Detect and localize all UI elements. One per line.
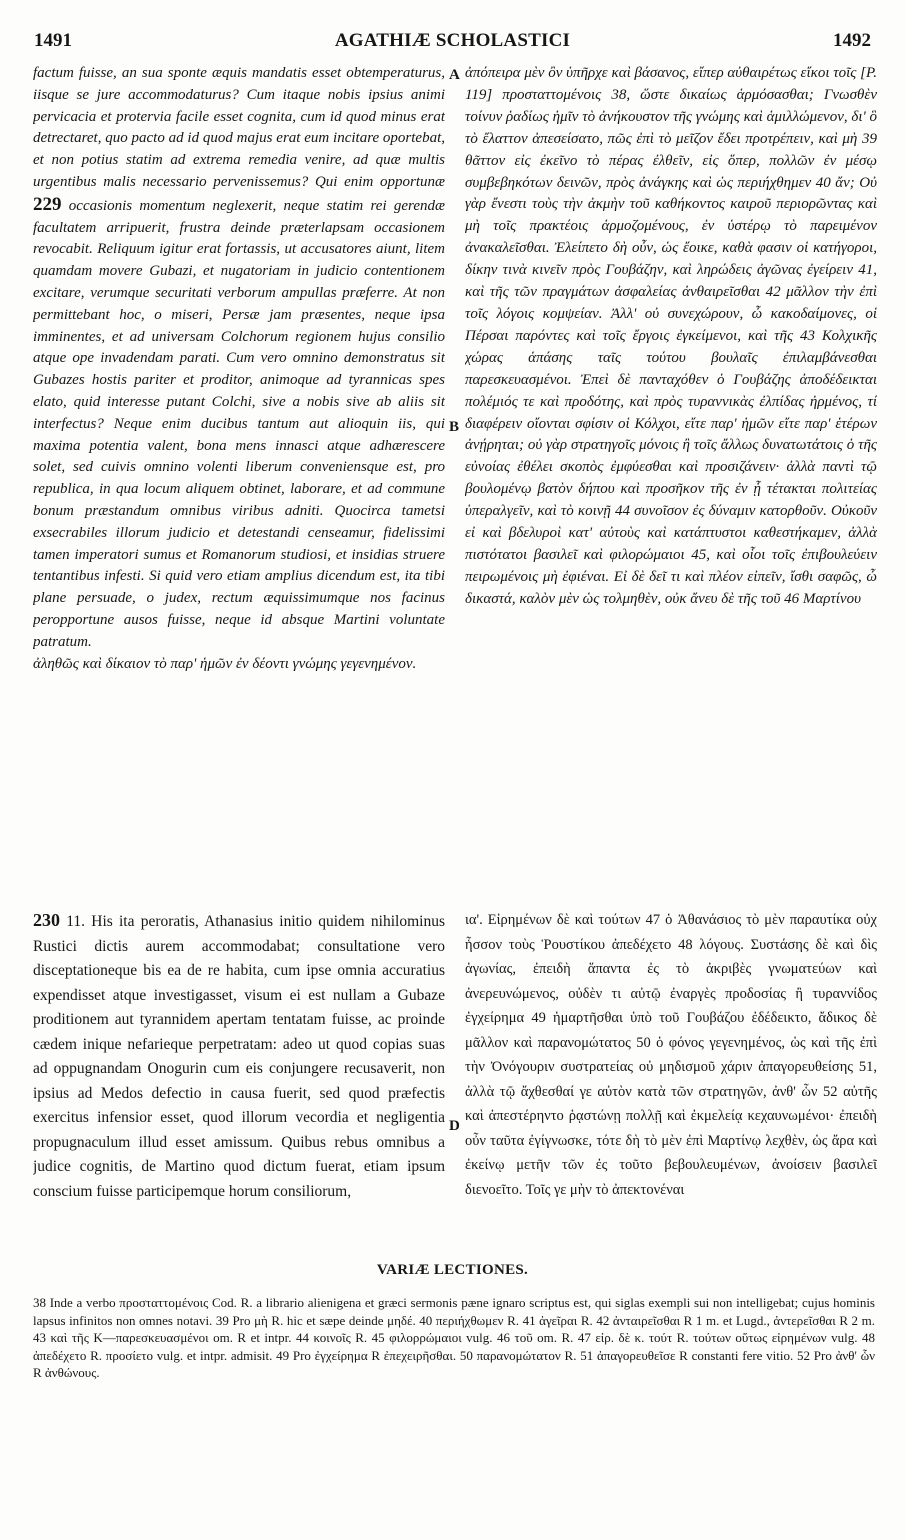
greek-text: ἀπόπειρα μὲν ὂν ὑπῆρχε καὶ βάσανος, εἴπερ αὐθαιρέτως εἴκοι τοῖς [P. 119] προσταττομένοις 38, ὥστε δικαίως ἁρμόσασθαι; Γνωσθὲν τοίνυν ῥαδίως ἡμῖν τὸ ἀνήκουστον τῆς γνώμης καὶ ἁμιλλώμενον, δι' ὃ τὸ ἔλαττον ἀπεσείσατο, πῶς ἐπὶ τὸ μεῖζον ἔδει προτρέπειν, καὶ μὴ 39 θᾶττον εἰς ἐκεῖνο τὸ πέρας ἐλθεῖν, εἰς ὅπερ, πολλῶν ἐν μέσῳ συμβεβηκότων δεινῶν, πρὸς ἀνάγκης καὶ ὡς περιήχθημεν 40 ἄν; Οὐ γὰρ ἔνεστι τοὺς τὴν ἀκμὴν τοῦ καθήκοντος καιροῦ περιορῶντας καὶ μὴ τοῖς πρακτέοις ἁρμοζομένους, ἐν ὑστέρῳ τὸ παρειμένον ἀνακαλεῖσθαι. Ἐλείπετο δὴ οὖν, ὡς ἔοικε, καθὰ φασιν οἱ κατήγοροι, δίκην τινὰ κινεῖν πρὸς Γουβάζην, καὶ ληρώδεις ἀγῶνας ἐγείρειν 41, καὶ τῆς τῶν πραγμάτων ἀσφαλείας ἀνθαιρεῖσθαι 42 μᾶλλον τὴν ἐπὶ τοῖς λόγοις κομψείαν. Ἀλλ' οὐ συνεχώρουν, ὦ κακοδαίμονες, οἱ Πέρσαι παρόντες καὶ τοῖς ἔργοις ἐγκείμενοι, καὶ τῆς 43 Κολχικῆς χώρας ἁπάσης ταῖς τούτου βουλαῖς ἐπιλαμβάνεσθαι παρεσκευασμένοι. Ἐπεὶ δὲ πανταχόθεν ὁ Γουβάζης ἀποδέδεικται πολέμιός τε καὶ προδότης, καὶ πρὸς τυραννικὰς ἐλπίδας ἠρμένος, τί διαφέρειν οἴονται σφίσιν οἱ Κόλχοι, εἴτε παρ' ἡμῶν εἴτε παρ' ἑτέρων ἀνῄρηται; οὐ γὰρ στρατηγοῖς μόνοις ἢ τοῖς ἄλλως δυνατωτάτοις ὁ τῆς εὐνοίας ἐθέλει σκοπὸς ἐμφύεσθαι καὶ προσιζάνειν· ἀλλὰ παντὶ τῷ βουλομένῳ βατὸν δήπου καὶ προσῆκον τῆς ἐν ᾗ τέτακται πολιτείας ὑπεραλγεῖν, καὶ τὸ κοινῇ 44 συνοῖσον ἐς δύναμιν κατορθοῦν. Οὐκοῦν εἰ καὶ βδελυροὶ κατ' αὐτοὺς καὶ κατάπτυστοι καθεστήκαμεν, ἀλλὰ πιστότατοι βασιλεῖ καὶ φιλορώμαιοι 45, καὶ οἷοι τοῖς ἐπιβουλεύειν πειρωμένοις μὴ ἐφιέναι. Εἰ δὲ δεῖ τι καὶ πλέον εἰπεῖν, ἴσθι σαφῶς, ὦ δικαστά, καλὸν μὲν ὡς τολμηθὲν, οὐκ ἄνευ δὲ τῆς τοῦ 46 Μαρτίνου: [465, 65, 877, 607]
page-number-right: 1492: [833, 30, 871, 51]
margin-marker-b: B: [449, 419, 460, 435]
latin-column-section-11: [33, 908, 445, 1204]
latin-text-before: factum fuisse, an sua sponte æquis mandatis esset obtemperaturus, iisque se jure accommodaturus? Cum itaque nobis ipsius animi pervicacia et protervia facile esset cognita, cum id quod minus erat detrectaret, quo pacto ad id quod majus erat eum incitare oportebat, et non potius statim ad extrema remedia venire, ad quæ multis urgentibus malis necessario pervenissemus? Qui enim opportunæ: [33, 65, 445, 190]
page-number-left: 1491: [34, 30, 72, 51]
margin-marker-d: D: [449, 1118, 460, 1134]
variae-lectiones-notes: 38 Inde a verbo προσταττομένοις Cod. R. a librario alienigena et græci sermonis pæne ignaro scriptus est, qui siglas exempli sui non intelligebat; cujus hominis lapsus infinitos non omnes notavi. 39 Pro μὴ R. hic et sæpe deinde μηδέ. 40 περιήχθωμεν R. 41 ἀγεῖραι R. 42 ἀνταιρεῖσθαι R 1 m. et Lugd., ἀντερεῖσθαι R 2 m. 43 καὶ τῆς Κ—παρεσκευασμένοι om. R et intpr. 44 κοινοῖς R. 45 φιλορρώμαιοι vulg. 46 τοῦ om. R. 47 εἰρ. δὲ κ. τούτ R. τούτων οὕτως εἰρημένων vulg. 48 ἀπεδέχετο R. προσίετο vulg. et intpr. admisit. 49 Pro ἐγχείρημα R ἐπεχειρῆσθαι. 50 παρανομώτατον R. 51 ἀπαγορευθεῖσε R constanti fere vitio. 52 Pro ἀνθ' ὧν R ἀνθώνους.: [33, 1295, 875, 1381]
running-title: AGATHIÆ SCHOLASTICI: [334, 30, 571, 51]
margin-marker-a: A: [449, 67, 460, 83]
section-11-latin: [33, 908, 445, 1204]
greek-column-section-11: [465, 908, 877, 1202]
page-marker-230: 230: [33, 910, 60, 930]
greek-column-top: [465, 63, 877, 611]
latin-translation-text: [33, 63, 445, 654]
section-label: 11.: [66, 913, 86, 930]
variae-lectiones-title: VARIÆ LECTIONES.: [376, 1262, 529, 1278]
section-11-latin-text: His ita peroratis, Athanasius initio quidem nihilominus Rustici dictis aurem accommodabat; consultatione vero disceptationeque bis ea de re habita, cum ipse omnia accuratius expendisset atque investigasset, visum ei est nullam a Gubaze proditionem aut tyrannidem apertam tentatam fuisse, ac proinde cædem inique nefarieque perpetratam: adeo ut quod copias suas ad oppugnandam Onogurin cum eis conjungere recusaverit, non ipsius ad Medos defectio in causa fuerit, sed quod præfectis exercitus infensior esset, quod illorum vecordia et negligentia propugnaculum illud esset amissum. Quibus rebus omnibus a judice cognitis, de Martino quod dictum fuerat, etiam ipsum conscium fuisse participemque horum consiliorum,: [33, 913, 445, 1200]
page-header: [34, 30, 871, 60]
greek-tail-line: ἀληθῶς καὶ δίκαιον τὸ παρ' ἡμῶν ἐν δέοντι γνώμης γεγενημένον.: [33, 655, 417, 672]
section-11-greek: ια'. Εἰρημένων δὲ καὶ τούτων 47 ὁ Ἀθανάσιος τὸ μὲν παραυτίκα οὐχ ἧσσον τοὺς Ῥουστίκου ἀπεδέχετο 48 λόγους. Συστάσης δὲ καὶ δὶς ἀγωνίας, ἐπειδὴ ἅπαντα ἐς τὸ ἀκριβὲς γνωματεύων καὶ ἀνερευνώμενος, οὐδὲν τι αὐτῷ ἐναργὲς προδοσίας ἢ τυραννίδος ἐγχείρημα 49 ἡμαρτῆσθαι ὑπὸ τοῦ Γουβάζου ἐδέδεικτο, ἄδικος δὲ μᾶλλον καὶ παρανομώτατος 50 ὁ φόνος γεγενημένος, ὡς καὶ τῆς ἐπὶ τὴν Ὀνόγουριν συστρατείας οὐ μηδισμοῦ χάριν ἀπαγορευθείσης 51, ἀλλὰ τῷ ἄχθεσθαί γε αὐτὸν κατὰ τῶν στρατηγῶν, ἀνθ' ὧν 52 αὐτῆς καὶ ἀπεστέρηντο ῥᾳστώνῃ πολλῇ καὶ ἐκμελείᾳ κεχαυνωμένοι· ἐπειδὴ οὖν ταῦτα ἐγίγνωσκε, τότε δὴ τὸ μὲν ἐπὶ Μαρτίνῳ λεχθὲν, ὡς ἄρα καὶ ἐκείνῳ μετῆν τῶν ἐς τοῦτο βεβουλευμένων, ἀνοίσειν βασιλεῖ διενοεῖτο. Τοῖς γε μὴν τὸ ἀπεκτονέναι: [465, 912, 877, 1198]
latin-text-after: occasionis momentum neglexerit, neque statim rei gerendæ facultatem arripuerit, frustra deinde præterlapsam occasionem revocabit. Reliquum igitur erat fortassis, ut accusatores aiunt, litem quamdam movere Gubazi, et nugatoriam in judicio contentionem excitare, verumque securitati verborum ampullas præferre. At non permittebant hoc, o miseri, Persæ jam præsentes, neque ipsa imminentes, et ad universam Colchorum regionem hujus consilio atque ope invadendam parati. Cum vero omnino demonstratus sit Gubazes hostis pariter et proditor, animoque ad tyrannicas spes elato, quid interesse putant Colchi, sive a nobis sive ab aliis sit interfectus? Neque enim ducibus tantum aut alioquin iis, qui maxima potentia valent, bona mens innasci atque adhærescere solet, sed cuivis omnino volenti liberum conveniensque est, pro republica, in qua locum aliquem obtinet, laborare, et ad commune bonum præstandum omnibus viribus adniti. Quocirca tametsi exsecrabiles illorum judicio et detestandi censeamur, fidelissimi tamen imperatori sumus et Romanorum studiosi, et insidias struere tentantibus infesti. Si quid vero etiam amplius dicendum est, ita tibi plane persuade, o judex, rectum æquissimumque nos facinus peropportune ausos fuisse, neque id absque Martini voluntate patratum.: [33, 197, 445, 650]
latin-column-top: [33, 63, 445, 675]
page-marker-229: 229: [33, 193, 62, 215]
